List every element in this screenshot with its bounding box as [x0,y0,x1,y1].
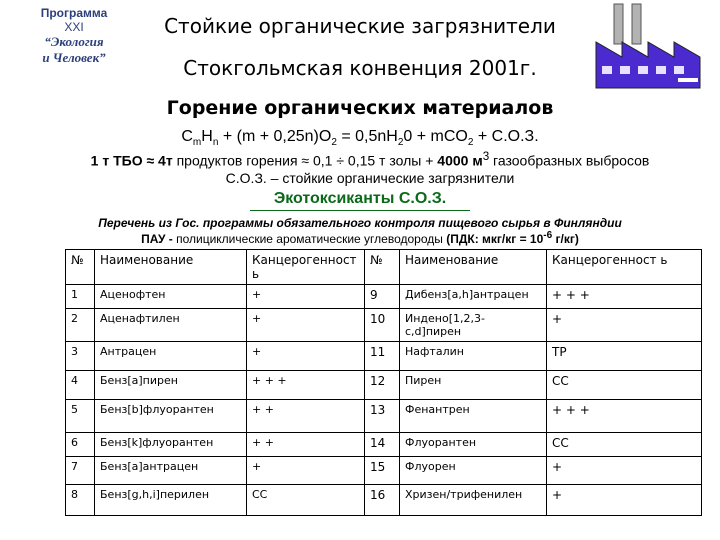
table-cell: 11 [365,342,400,371]
table-cell: Дибенз[a,h]антрацен [400,285,547,309]
list-heading: Перечень из Гос. программы обязательного контроля пищевого сырья в Финляндии [98,216,622,230]
table-cell: + [247,457,365,485]
table-cell: + [547,485,702,516]
table-cell: 9 [365,285,400,309]
table-cell: Флуорен [400,457,547,485]
table-cell: 12 [365,371,400,400]
table-cell: + + [247,400,365,433]
table-cell: + + + [547,400,702,433]
table-cell: + [247,285,365,309]
formula-part: C [181,128,193,145]
table-header-row [66,250,702,285]
table-row [66,457,702,485]
page-subtitle: Стокгольмская конвенция 2001г. [183,56,537,80]
table-cell: Аценафтилен [95,309,247,342]
table-cell: Нафталин [400,342,547,371]
table-cell: Бенз[b]флуорантен [95,400,247,433]
table-cell: 6 [66,433,95,457]
column-header: Наименование [400,250,547,285]
table-cell: + + + [247,371,365,400]
table-cell: Фенантрен [400,400,547,433]
table-cell: + [547,457,702,485]
table-cell: 4 [66,371,95,400]
table-cell: 10 [365,309,400,342]
text-bold: г/кг) [552,232,579,246]
table-cell: + [547,309,702,342]
table-cell: Хризен/трифенилен [400,485,547,516]
text-bold: 1 т ТБО ≈ 4т [90,152,173,169]
table-cell: + [247,342,365,371]
pop-definition: С.О.З. – стойкие органические загрязнители [225,169,515,186]
combustion-products-text [40,148,700,187]
table-cell: Бенз[a]пирен [95,371,247,400]
formula-sub: m [192,137,202,149]
table-cell: Индено[1,2,3-c,d]пирен [400,309,547,342]
table-row [66,371,702,400]
factory-icon [592,2,707,92]
underline-divider [250,210,470,211]
table-cell: 15 [365,457,400,485]
column-header: Канцерогенност ь [247,250,365,285]
table-cell: + + [247,433,365,457]
table-cell: 13 [365,400,400,433]
table-cell: Антрацен [95,342,247,371]
table-row [66,285,702,309]
table-cell: Флуорантен [400,433,547,457]
formula-part: + С.О.З. [473,128,539,145]
ecotoxicants-heading: Экотоксиканты С.О.З. [273,190,447,207]
table-cell: 1 [66,285,95,309]
logo-line-4: и Человек” [42,50,106,65]
formula-part: 0 + mCO [403,128,468,145]
table-row [66,433,702,457]
combustion-formula [0,128,720,148]
table-cell: Аценофтен [95,285,247,309]
logo-line-2: XXI [64,20,84,34]
table-cell: 7 [66,457,95,485]
table-cell: + + + [547,285,702,309]
table-cell: ТР [547,342,702,371]
text-part: продуктов горения ≈ 0,1 ÷ 0,15 т золы + [172,152,438,169]
table-cell: Бенз[a]антрацен [95,457,247,485]
page-title: Стойкие органические загрязнители [164,14,556,38]
table-cell: СС [547,371,702,400]
section-heading: Горение органических материалов [166,97,554,119]
table-cell: Пирен [400,371,547,400]
table-row [66,309,702,342]
logo-line-3: “Экология [44,34,104,49]
text-bold: (ПДК: мкг/кг = 10 [442,232,544,246]
table-cell: 2 [66,309,95,342]
table-cell: Бенз[g,h,i]перилен [95,485,247,516]
column-header: Канцерогенност ь [547,250,702,285]
text-part: полициклические ароматические углеводороды [176,232,443,246]
table-cell: СС [547,433,702,457]
text-part: газообразных выбросов [489,152,650,169]
formula-sub: 2 [397,137,404,149]
formula-part: H [201,128,213,145]
table-cell: СС [247,485,365,516]
formula-sub: 2 [331,137,337,149]
pah-subheading [0,230,720,246]
table-cell: 3 [66,342,95,371]
formula-sub: n [212,137,219,149]
table-cell: + [247,309,365,342]
column-header: Наименование [95,250,247,285]
formula-part: + (m + 0,25n)O [218,128,332,145]
text-sup: -6 [543,230,553,241]
table-row [66,485,702,516]
formula-sub: 2 [467,137,474,149]
table-cell: 8 [66,485,95,516]
program-logo [18,6,130,66]
table-cell: Бенз[k]флуорантен [95,433,247,457]
pah-table [65,249,702,516]
table-cell: 16 [365,485,400,516]
text-bold: ПАУ - [141,232,177,246]
column-header: № [365,250,400,285]
column-header: № [66,250,95,285]
table-cell: 5 [66,400,95,433]
text-sup: 3 [482,150,490,163]
table-cell: 14 [365,433,400,457]
logo-line-1: Программа [40,6,108,20]
table-row [66,342,702,371]
text-bold: 4000 м [437,152,483,169]
table-row [66,400,702,433]
formula-part: = 0,5nH [336,128,398,145]
